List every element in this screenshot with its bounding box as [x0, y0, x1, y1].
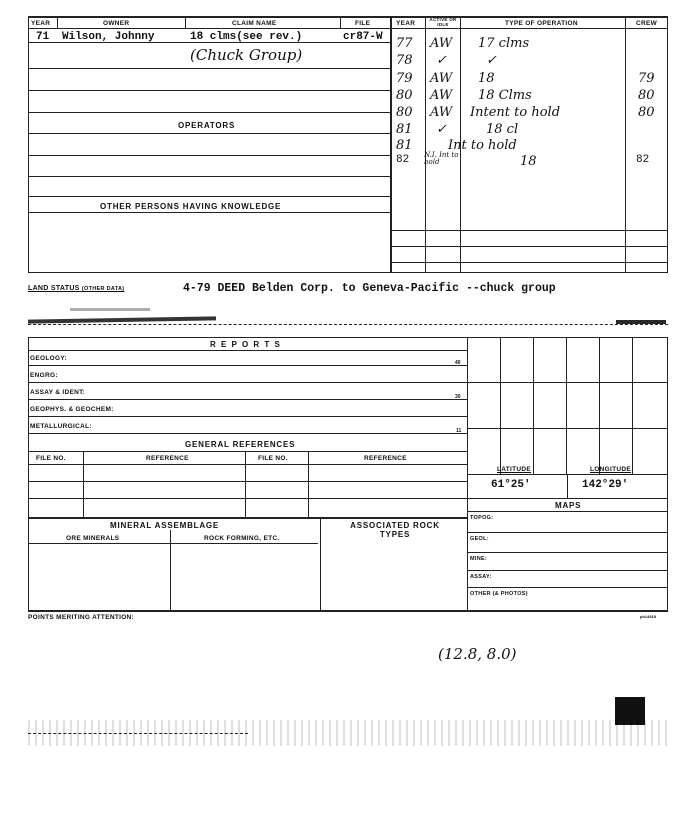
activity-type: 18 Clms	[478, 88, 532, 103]
row-line	[28, 350, 468, 351]
col-owner: OWNER	[103, 20, 130, 27]
activity-type: 18 cl	[486, 122, 519, 137]
scan-smudge	[70, 308, 150, 311]
geol-label: GEOL:	[470, 536, 489, 542]
activity-status: ✓	[436, 53, 447, 68]
col-divider	[57, 16, 58, 28]
activity-year: 77	[396, 36, 413, 51]
row-line	[28, 133, 390, 134]
grid-line	[599, 337, 600, 474]
col-divider	[320, 517, 321, 610]
col-crew: CREW	[636, 20, 658, 27]
center-divider	[390, 16, 392, 272]
lower-right	[667, 337, 668, 611]
assay-label: ASSAY & IDENT:	[30, 389, 86, 396]
col-divider	[245, 451, 246, 517]
num-40: 40	[455, 360, 461, 366]
activity-status: AW	[430, 36, 453, 51]
grid-line	[632, 337, 633, 474]
maps-heading: MAPS	[555, 501, 582, 510]
col-year: YEAR	[31, 20, 51, 27]
geology-label: GEOLOGY:	[30, 355, 67, 362]
grid-line	[566, 337, 567, 474]
owner-name: Wilson, Johnny	[62, 31, 155, 43]
col-divider	[170, 530, 171, 610]
latitude-value: 61°25'	[491, 479, 531, 491]
topog-label: TOPOG:	[470, 515, 494, 521]
row-line	[28, 464, 468, 465]
activity-type: 18	[520, 154, 537, 169]
longitude-value: 142°29'	[582, 479, 629, 491]
num-11: 11	[456, 428, 462, 434]
latitude-label: LATITUDE	[497, 466, 532, 473]
reports-heading: R E P O R T S	[210, 340, 282, 349]
row-line	[390, 230, 668, 231]
land-status-sub: (OTHER DATA)	[81, 286, 125, 292]
activity-type: Intent to hold	[470, 105, 561, 120]
land-status-text: 4-79 DEED Belden Corp. to Geneva-Pacific --chuck group	[183, 282, 556, 295]
col-claim-name: CLAIM NAME	[232, 20, 277, 27]
row-line	[28, 196, 390, 197]
row-line	[28, 399, 468, 400]
row-line	[28, 112, 390, 113]
lower-top	[28, 337, 668, 338]
rock-forming-label: ROCK FORMING, ETC.	[204, 535, 280, 542]
row-line	[28, 517, 468, 519]
col-active-idle: ACTIVE OR IDLE	[429, 17, 457, 27]
activity-type: Int to hold	[448, 138, 517, 153]
reference-label: REFERENCE	[146, 455, 189, 462]
col-file: FILE	[355, 20, 371, 27]
row-line	[28, 212, 390, 213]
row-line	[390, 246, 668, 247]
ore-minerals-label: ORE MINERALS	[66, 535, 120, 542]
activity-crew: 79	[638, 71, 655, 86]
grid-line	[467, 552, 667, 553]
activity-status: AW	[430, 105, 453, 120]
reference-label-2: REFERENCE	[364, 455, 407, 462]
file-no-label: FILE NO.	[36, 455, 66, 462]
frame-left	[28, 16, 29, 272]
activity-type: 18	[478, 71, 495, 86]
col-divider	[185, 16, 186, 28]
row-line	[28, 416, 468, 417]
mineral-assemblage-heading: MINERAL ASSEMBLAGE	[110, 521, 220, 530]
col-divider	[83, 451, 84, 517]
grid-line	[467, 382, 667, 383]
col-divider	[308, 451, 309, 517]
assay-map-label: ASSAY:	[470, 574, 492, 580]
col-type: TYPE OF OPERATION	[505, 20, 578, 27]
col-divider	[340, 16, 341, 28]
header-underline	[28, 28, 668, 29]
scan-smudge	[28, 316, 216, 323]
activity-crew: 80	[638, 88, 655, 103]
activity-year: 82	[396, 154, 410, 166]
top-section-bottom	[28, 272, 668, 273]
frame-right	[667, 16, 668, 272]
longitude-label: LONGITUDE	[590, 466, 631, 473]
grid-line	[567, 474, 568, 498]
row-line	[390, 262, 668, 263]
col-divider	[425, 16, 426, 272]
grid-line	[467, 587, 667, 588]
activity-status: AW	[430, 88, 453, 103]
metallurgical-label: METALLURGICAL:	[30, 423, 92, 430]
other-persons-heading: OTHER PERSONS HAVING KNOWLEDGE	[100, 202, 282, 211]
claim-name: 18 clms(see rev.)	[190, 31, 303, 43]
mine-label: MINE:	[470, 556, 488, 562]
activity-year: 79	[396, 71, 413, 86]
grid-line	[467, 428, 667, 429]
general-refs-heading: GENERAL REFERENCES	[185, 440, 296, 449]
lower-left	[28, 337, 29, 611]
row-line	[28, 498, 468, 499]
activity-year: 81	[396, 122, 413, 137]
activity-year: 80	[396, 88, 413, 103]
activity-year: 80	[396, 105, 413, 120]
coordinates-note: (12.8, 8.0)	[438, 645, 517, 663]
owner-year: 71	[36, 31, 50, 43]
row-line	[28, 451, 468, 452]
operators-heading: OPERATORS	[178, 121, 236, 130]
num-30: 30	[455, 394, 461, 400]
activity-status: ✓	[436, 122, 447, 137]
engrg-label: ENGRG:	[30, 372, 58, 379]
divider-dashed	[28, 324, 668, 325]
land-status-label	[28, 285, 124, 292]
row-line	[28, 543, 318, 544]
col-divider	[625, 16, 626, 272]
row-line	[28, 365, 468, 366]
activity-year: 78	[396, 53, 413, 68]
activity-type: 17 clms	[478, 36, 530, 51]
row-line	[28, 382, 468, 383]
row-line	[28, 155, 390, 156]
scan-line	[28, 733, 248, 734]
row-line	[28, 433, 468, 434]
file-number: cr87-W	[343, 31, 383, 43]
lower-bottom	[28, 610, 668, 612]
grid-line	[500, 337, 501, 474]
activity-status: AW	[430, 71, 453, 86]
row-line	[28, 90, 390, 91]
grid-line	[467, 511, 667, 512]
activity-crew: 82	[636, 154, 650, 166]
form-number: ph14918	[640, 614, 657, 619]
activity-crew: 80	[638, 105, 655, 120]
grid-line	[467, 532, 667, 533]
grid-line	[467, 498, 667, 499]
activity-year: 81	[396, 138, 413, 153]
geophys-label: GEOPHYS. & GEOCHEM:	[30, 406, 114, 413]
land-status-title: LAND STATUS	[28, 285, 80, 292]
grid-line	[533, 337, 534, 474]
claim-name-handwritten: (Chuck Group)	[190, 46, 303, 64]
row-line	[28, 176, 390, 177]
row-line	[28, 68, 390, 69]
associated-rock-types-label: ASSOCIATED ROCK TYPES	[350, 521, 440, 539]
activity-status: N.I. Int to hold	[424, 151, 459, 166]
col-year2: YEAR	[396, 20, 416, 27]
other-photos-label: OTHER (& PHOTOS)	[470, 591, 528, 597]
file-no-label-2: FILE NO.	[258, 455, 288, 462]
activity-type: ✓	[486, 53, 497, 68]
row-line	[28, 481, 468, 482]
frame-top	[28, 16, 668, 18]
points-meriting-label: POINTS MERITING ATTENTION:	[28, 614, 135, 621]
grid-line	[467, 570, 667, 571]
